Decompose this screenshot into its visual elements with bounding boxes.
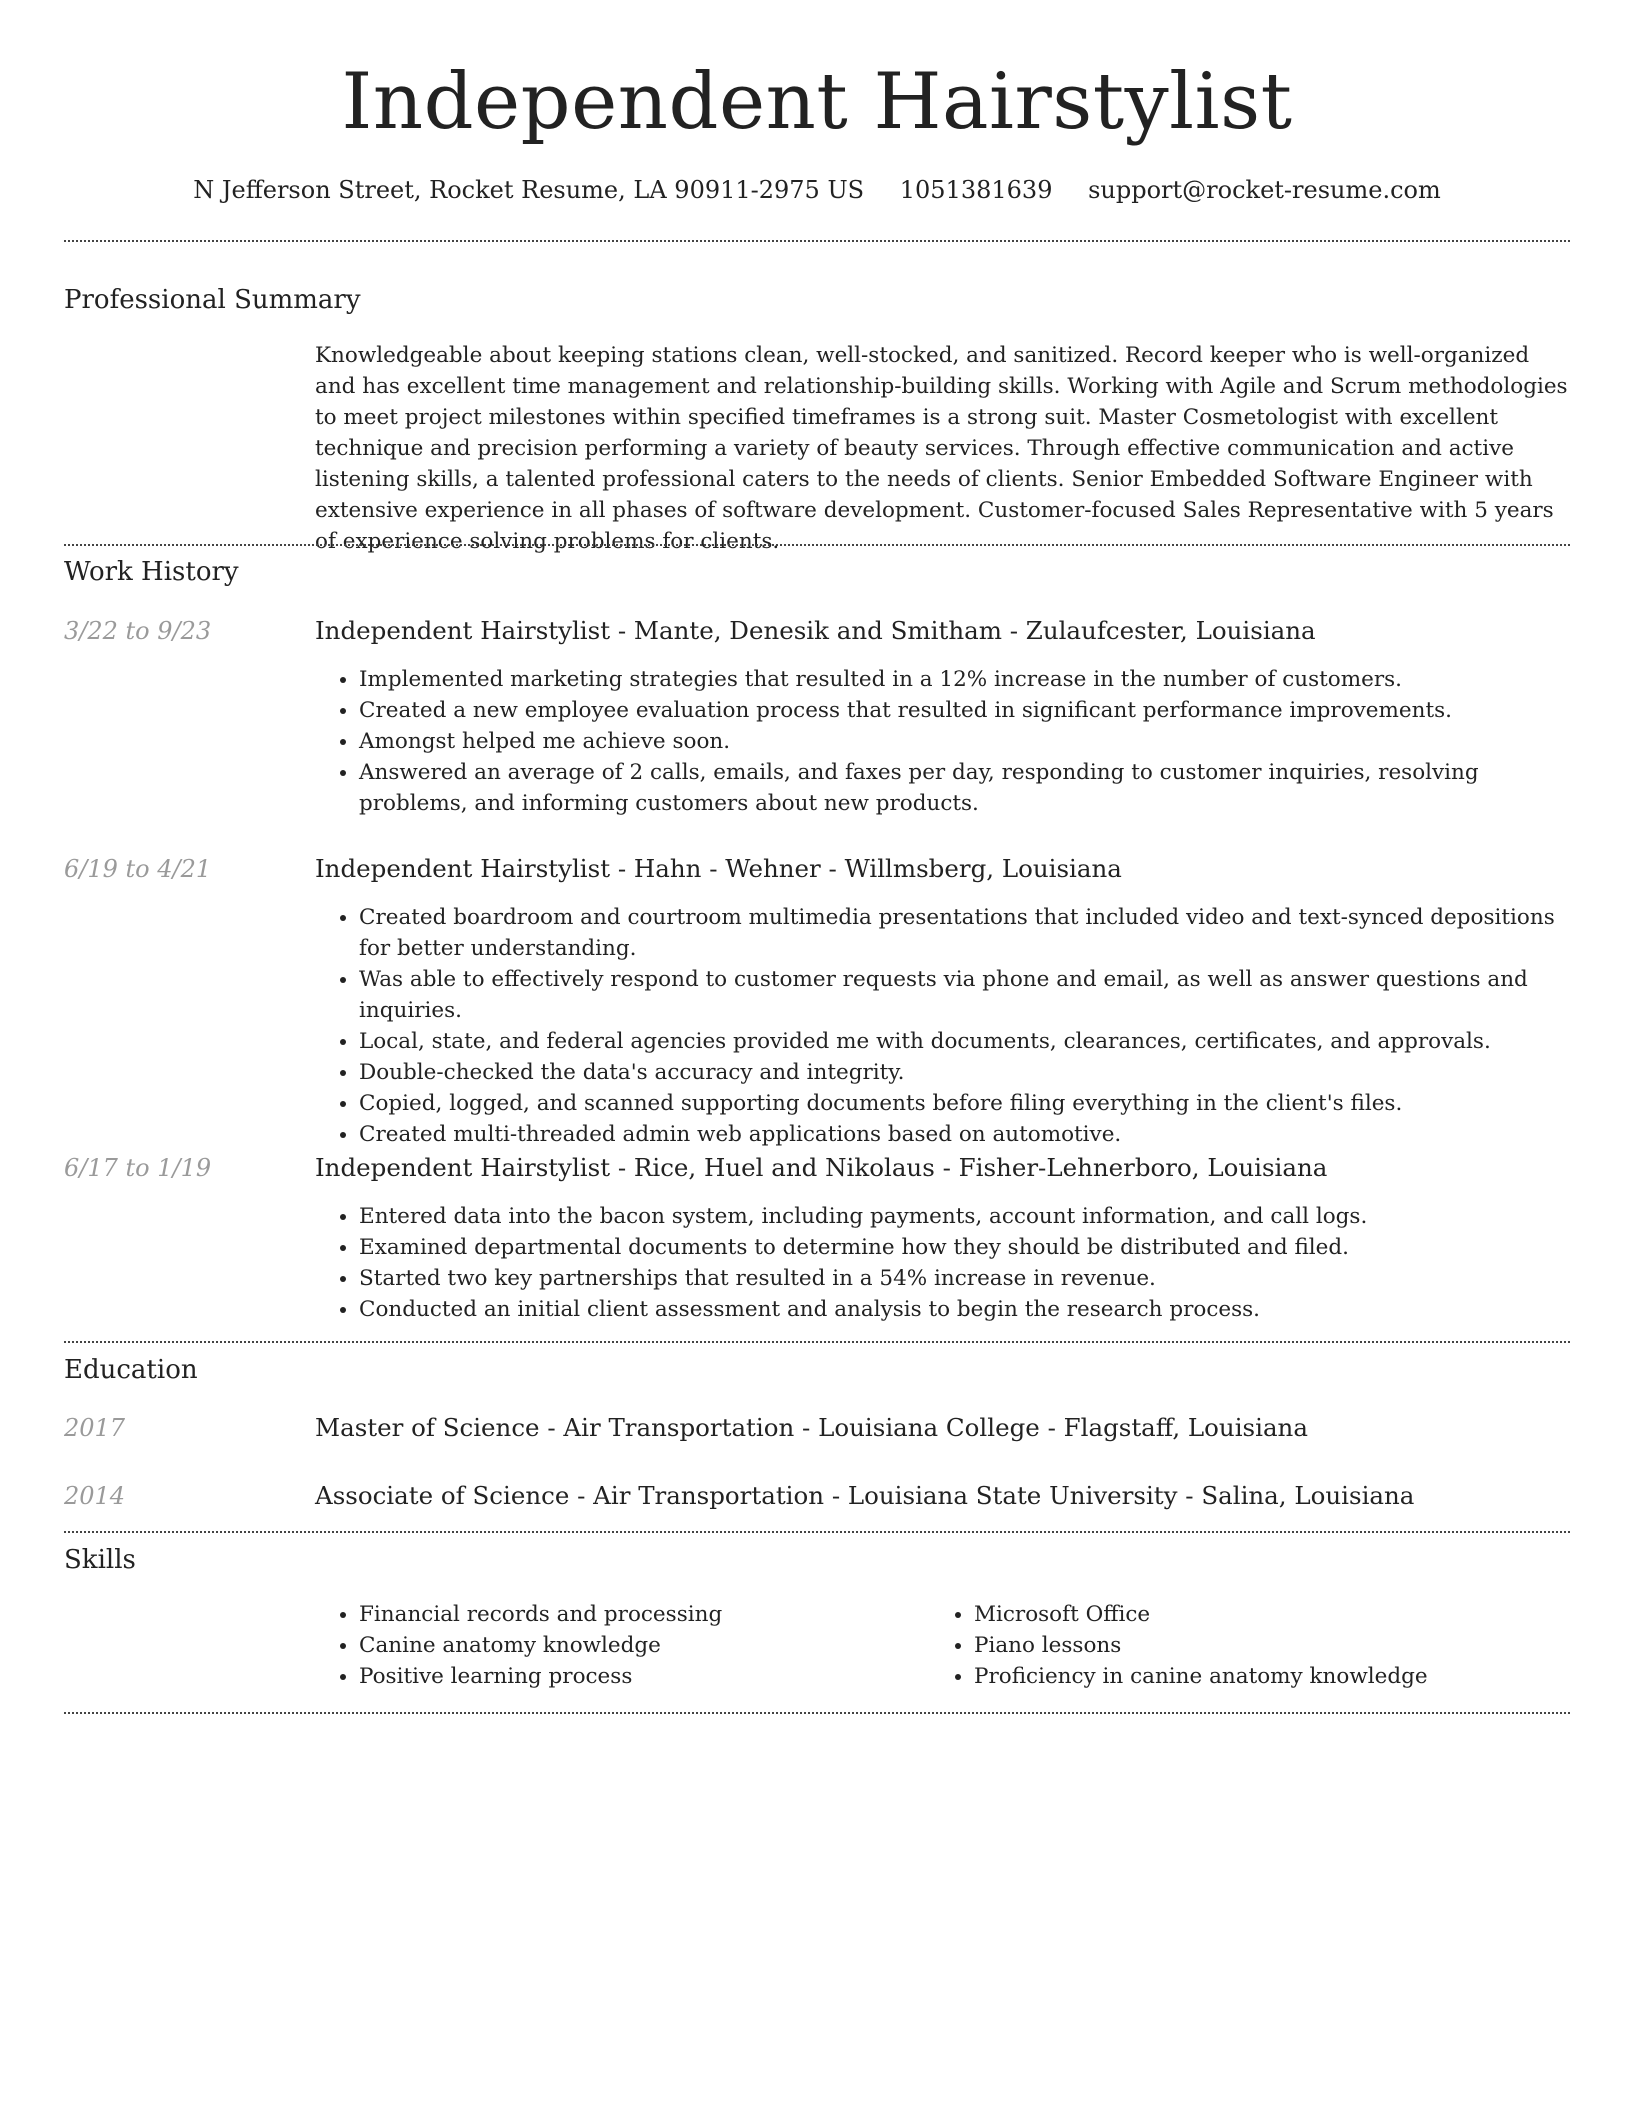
section-divider xyxy=(64,1341,1570,1343)
job-bullet: • Amongst helped me achieve soon. xyxy=(359,726,1570,757)
job-bullet: • Examined departmental documents to determine how they should be distributed and filed. xyxy=(359,1232,1570,1263)
skill-item: • Proficiency in canine anatomy knowledge xyxy=(974,1661,1594,1692)
skills-section-title: Skills xyxy=(64,1545,136,1575)
section-divider xyxy=(64,240,1570,242)
job-bullet: • Entered data into the bacon system, including payments, account information, and call logs. xyxy=(359,1201,1570,1232)
job-bullet: • Was able to effectively respond to customer requests via phone and email, as well as answer questions and inquiries. xyxy=(359,964,1570,1026)
job-bullet: • Created multi-threaded admin web applications based on automotive. xyxy=(359,1119,1570,1150)
education-year: 2017 xyxy=(64,1414,126,1442)
skill-item: • Piano lessons xyxy=(974,1630,1594,1661)
contact-phone: 1051381639 xyxy=(899,176,1053,204)
skills-list-left xyxy=(315,1599,929,1692)
skill-item: • Positive learning process xyxy=(359,1661,929,1692)
job-bullet: • Answered an average of 2 calls, emails, and faxes per day, responding to customer inquiries, resolving problems, and informing customers about new products. xyxy=(359,757,1570,819)
job-bullet-list xyxy=(315,902,1570,1150)
job-bullet-list xyxy=(315,1201,1570,1325)
job-bullet: • Copied, logged, and scanned supporting documents before filing everything in the client's files. xyxy=(359,1088,1570,1119)
job-heading: Independent Hairstylist - Mante, Denesik and Smitham - Zulaufcester, Louisiana xyxy=(315,616,1316,645)
contact-address: N Jefferson Street, Rocket Resume, LA 90911-2975 US xyxy=(193,176,865,204)
job-bullet: • Double-checked the data's accuracy and integrity. xyxy=(359,1057,1570,1088)
job-heading: Independent Hairstylist - Rice, Huel and Nikolaus - Fisher-Lehnerboro, Louisiana xyxy=(315,1153,1328,1182)
education-section-title: Education xyxy=(64,1355,198,1385)
candidate-name: Independent Hairstylist xyxy=(341,57,1293,147)
job-dates: 6/17 to 1/19 xyxy=(64,1154,212,1182)
section-divider xyxy=(64,1712,1570,1714)
contact-line xyxy=(64,170,1570,210)
summary-text: Knowledgeable about keeping stations clean, well-stocked, and sanitized. Record keeper who is well-organized and has excellent time management and relationship-building skills. Working with Agile and Scrum methodologies to meet project milestones within specified timeframes is a strong suit. Master Cosmetologist with excellent technique and precision performing a variety of beauty services. Through effective communication and active listening skills, a talented professional caters to the needs of clients. Senior Embedded Software Engineer with extensive experience in all phases of software development. Customer-focused Sales Representative with 5 years of experience solving problems for clients. xyxy=(315,343,1568,554)
skills-list-right xyxy=(930,1599,1594,1692)
job-bullet-list xyxy=(315,664,1570,819)
skill-item: • Canine anatomy knowledge xyxy=(359,1630,929,1661)
job-bullet: • Implemented marketing strategies that resulted in a 12% increase in the number of customers. xyxy=(359,664,1570,695)
job-dates: 6/19 to 4/21 xyxy=(64,855,212,883)
job-bullet: • Started two key partnerships that resulted in a 54% increase in revenue. xyxy=(359,1263,1570,1294)
summary-section-title: Professional Summary xyxy=(64,285,361,315)
job-heading: Independent Hairstylist - Hahn - Wehner - Willmsberg, Louisiana xyxy=(315,854,1122,883)
section-divider xyxy=(64,544,1570,546)
job-bullet: • Created a new employee evaluation process that resulted in significant performance improvements. xyxy=(359,695,1570,726)
job-dates: 3/22 to 9/23 xyxy=(64,617,212,645)
skill-item: • Microsoft Office xyxy=(974,1599,1594,1630)
job-bullet: • Conducted an initial client assessment and analysis to begin the research process. xyxy=(359,1294,1570,1325)
skill-item: • Financial records and processing xyxy=(359,1599,929,1630)
education-year: 2014 xyxy=(64,1482,126,1510)
contact-email: support@rocket-resume.com xyxy=(1088,176,1441,204)
job-bullet: • Local, state, and federal agencies provided me with documents, clearances, certificates, and approvals. xyxy=(359,1026,1570,1057)
section-divider xyxy=(64,1531,1570,1533)
education-degree: Master of Science - Air Transportation - Louisiana College - Flagstaff, Louisiana xyxy=(315,1413,1308,1442)
job-bullet: • Created boardroom and courtroom multimedia presentations that included video and text-synced depositions for better understanding. xyxy=(359,902,1570,964)
work-history-section-title: Work History xyxy=(64,557,239,587)
education-degree: Associate of Science - Air Transportation - Louisiana State University - Salina, Louisiana xyxy=(315,1481,1415,1510)
